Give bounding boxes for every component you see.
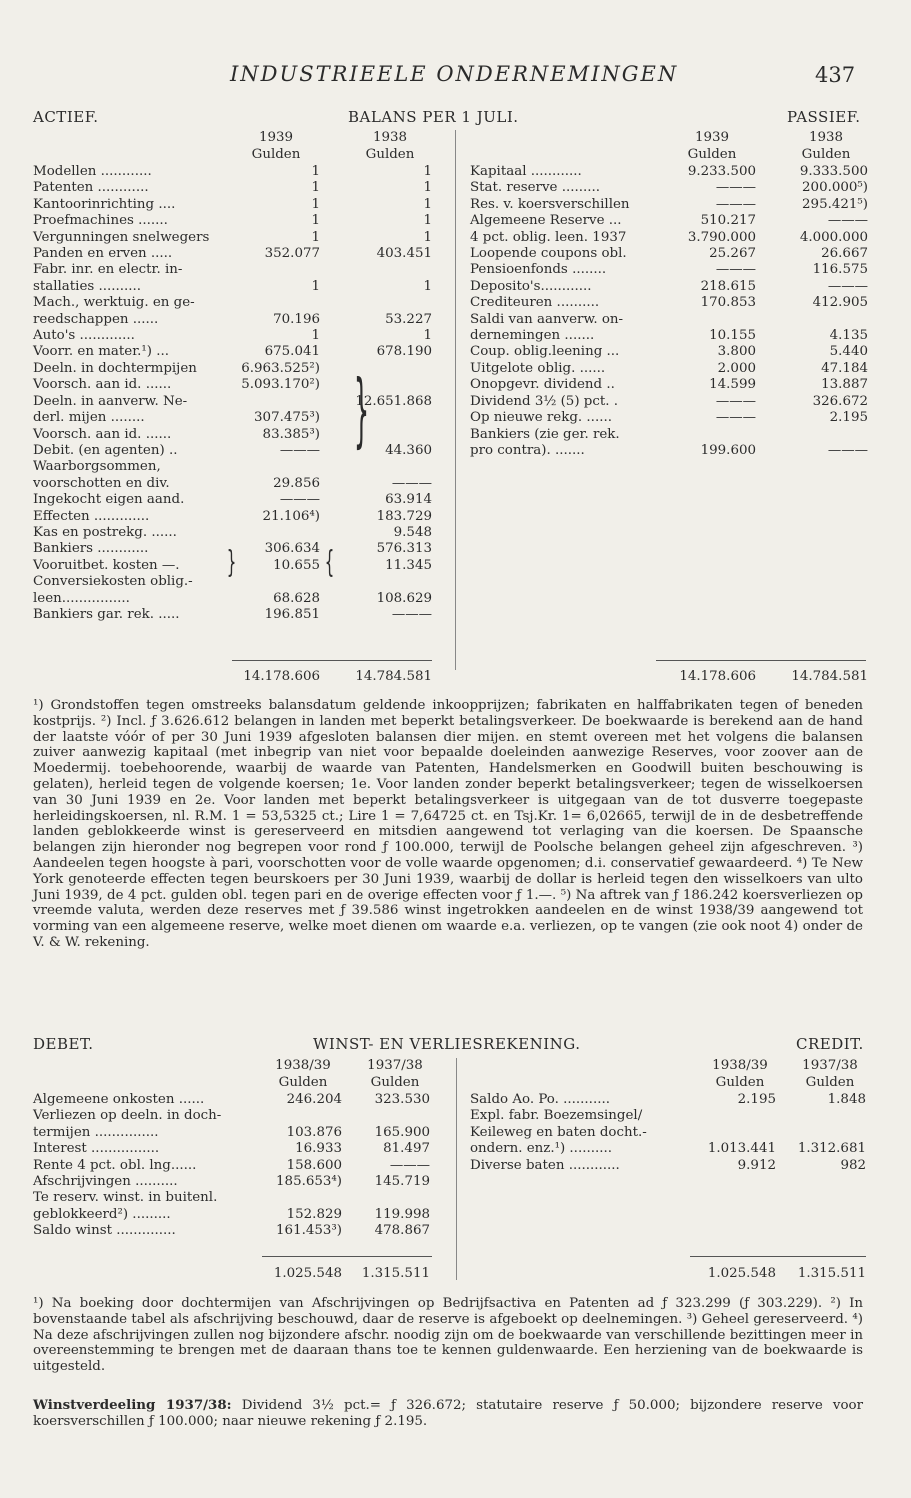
table-row [33,525,432,541]
row-value: 25.267 [709,246,756,262]
row-value: ——— [827,278,868,294]
row-label: Crediteuren .......... [470,295,600,311]
table-row [33,230,432,246]
row-value: 675.041 [264,344,320,360]
table-row [470,230,868,246]
row-value: 152.829 [286,1206,342,1222]
row-value: ——— [715,262,756,278]
row-value: 478.867 [374,1223,430,1239]
row-value: 1 [311,328,320,344]
row-value: 12.651.868 [355,393,432,409]
row-label: reedschappen ...... [33,311,159,327]
table-row [470,1125,866,1141]
table-row [33,427,432,443]
row-value [320,427,432,443]
row-label: Kapitaal ............ [470,164,582,179]
row-label: Panden en erven ..... [33,246,173,262]
row-label: Bankiers gar. rek. ..... [33,606,180,622]
col-year-2: 1938 [372,130,408,145]
row-label: Dividend 3½ (5) pct. . [470,393,619,409]
row-value: ——— [715,180,756,196]
table-row [470,1141,866,1157]
row-value: 10.155 [709,328,756,344]
row-label: Patenten ............ [33,180,149,196]
table-row [470,213,868,229]
row-value [776,1125,866,1141]
row-value: 5.093.170²) [241,377,320,393]
row-label: Loopende coupons obl. [470,246,627,262]
row-label: stallaties .......... [33,278,142,294]
table-row [470,394,868,410]
pl-col-year-1-right: 1938/39 [712,1058,768,1073]
row-value [232,574,320,590]
total-passief-1938: 14.784.581 [791,669,868,684]
total-actief-1939: 14.178.606 [243,669,320,684]
debet-table [33,1092,430,1240]
pl-total-credit-2: 1.315.511 [797,1266,866,1281]
running-title: INDUSTRIEELE ONDERNEMINGEN [230,62,679,86]
col-unit-1-right: Gulden [687,147,737,162]
row-value [320,377,432,393]
table-row [470,246,868,262]
actief-heading: ACTIEF. [33,108,99,126]
row-label: Kantoorinrichting .... [33,196,176,212]
row-label: Ingekocht eigen aand. [33,492,185,508]
row-label: Fabr. inr. en electr. in- [33,262,183,278]
row-value [668,312,756,328]
row-label: Debit. (en agenten) .. [33,442,178,458]
row-label: Bankiers ............ [33,541,149,557]
row-value: ——— [279,492,320,508]
row-value: 116.575 [812,262,868,278]
winstverdeeling-label: Winstverdeeling 1937/38: [33,1397,232,1413]
row-label: Pensioenfonds ........ [470,262,607,278]
pl-total-debet-2: 1.315.511 [361,1266,430,1281]
row-value: 3.800 [717,344,756,360]
table-row [33,443,432,459]
row-value: 119.998 [374,1206,430,1222]
row-value: 1 [423,213,432,229]
row-value: 510.217 [700,213,756,229]
row-value: 326.672 [812,393,868,409]
column-divider [455,130,456,670]
row-value [756,312,868,328]
row-label: Waarborgsommen, [33,459,161,475]
row-value: 185.653⁴) [276,1174,342,1190]
row-value: 307.475³) [254,410,320,426]
row-value: 68.628 [273,590,320,606]
table-row [33,1125,430,1141]
row-value: 1 [311,278,320,294]
row-value: 323.530 [374,1092,430,1107]
row-value: 576.313 [376,541,432,557]
row-value: 1 [311,196,320,212]
table-row [470,279,868,295]
row-label: Keileweg en baten docht.- [470,1124,647,1140]
row-value: 1 [311,229,320,245]
row-value: ——— [391,606,432,622]
table-row [33,1174,430,1190]
pl-col-unit-2: Gulden [370,1075,420,1090]
row-label: Vergunningen snelwegers [33,229,210,245]
row-value: 9.548 [393,524,432,540]
row-label: Rente 4 pct. obl. lng...... [33,1157,197,1173]
row-label: Proefmachines ....... [33,213,168,229]
row-value: 47.184 [821,360,868,376]
row-label: Coup. oblig.leening ... [470,344,620,360]
row-value [232,459,320,475]
row-value: ——— [715,196,756,212]
table-row [470,361,868,377]
row-value: 1 [311,213,320,229]
row-value: 1 [311,180,320,196]
table-row [33,197,432,213]
table-row [470,344,868,360]
total-rule-right [656,660,866,661]
row-value: 1 [311,164,320,179]
row-label: dernemingen ....... [470,328,595,344]
table-row [33,591,432,607]
row-value: 9.233.500 [687,164,756,179]
pl-column-divider [456,1058,457,1280]
table-row [33,361,432,377]
table-row [33,246,432,262]
row-value: 412.905 [812,295,868,311]
table-row [470,377,868,393]
row-value [690,1108,776,1124]
row-value: 295.421⁵) [802,196,868,212]
row-value: 1 [423,164,432,179]
table-row [470,197,868,213]
row-value: 1 [423,229,432,245]
row-value: 1 [423,278,432,294]
table-row [470,312,868,328]
row-label: Mach., werktuig. en ge- [33,295,195,311]
row-value: ——— [827,442,868,458]
row-value [320,459,432,475]
pl-col-unit-1-right: Gulden [715,1075,765,1090]
row-value: 9.333.500 [799,164,868,179]
row-label: Te reserv. winst. in buitenl. [33,1190,218,1206]
row-value: 1 [423,180,432,196]
brace-kas-right: { [324,545,335,580]
row-value [342,1108,430,1124]
row-value: ——— [715,393,756,409]
row-value: 5.440 [829,344,868,360]
row-value: 29.856 [273,475,320,491]
total-passief-1939: 14.178.606 [679,669,756,684]
pl-col-year-2-right: 1937/38 [802,1058,858,1073]
row-label: Voorsch. aan id. ...... [33,377,172,393]
row-value: ——— [827,213,868,229]
table-row [33,328,432,344]
pl-col-unit-2-right: Gulden [805,1075,855,1090]
table-row [33,476,432,492]
row-value: 26.667 [821,246,868,262]
debet-heading: DEBET. [33,1035,94,1053]
row-value [320,361,432,377]
row-label: Onopgevr. dividend .. [470,377,615,393]
row-label: Res. v. koersverschillen [470,196,630,212]
row-value: 196.851 [264,606,320,622]
row-value: 246.204 [286,1092,342,1107]
table-row [33,1108,430,1124]
row-label: 4 pct. oblig. leen. 1937 [470,229,627,245]
pl-total-credit-1: 1.025.548 [707,1266,776,1281]
row-value: 21.106⁴) [262,508,320,524]
row-label: Saldi van aanverw. on- [470,311,624,327]
row-label: Deeln. in dochtermpijen [33,360,197,376]
table-row [33,394,432,410]
pl-total-debet-1: 1.025.548 [273,1266,342,1281]
row-value: 352.077 [264,246,320,262]
row-value: 199.600 [700,442,756,458]
passief-heading: PASSIEF. [787,108,861,126]
table-row [33,312,432,328]
pl-heading: WINST- EN VERLIESREKENING. [313,1035,581,1053]
row-value [342,1190,430,1206]
table-row [33,1223,430,1239]
table-row [470,1092,866,1108]
row-value: 161.453³) [276,1223,342,1239]
row-value: 108.629 [376,590,432,606]
row-label: Bankiers (zie ger. rek. [470,426,620,442]
table-row [33,164,432,180]
brace-deelnemingen: } [353,363,370,456]
row-value: 1 [423,196,432,212]
row-value: 11.345 [385,557,432,573]
row-label: ondern. enz.¹) .......... [470,1141,612,1157]
row-label: Modellen ............ [33,164,152,179]
row-value [232,262,320,278]
table-row [33,459,432,475]
balance-heading: BALANS PER 1 JULI. [348,108,519,126]
row-label: Expl. fabr. Boezemsingel/ [470,1108,643,1124]
table-row [470,262,868,278]
row-label: Algemeene Reserve ... [470,213,622,229]
table-row [33,1207,430,1223]
row-value: 103.876 [286,1124,342,1140]
col-unit-2: Gulden [365,147,415,162]
table-row [33,295,432,311]
row-label: Auto's ............. [33,328,135,344]
row-label: Effecten ............. [33,508,150,524]
row-value: 1 [423,328,432,344]
brace-kas-left: } [226,545,237,580]
table-row [33,344,432,360]
row-value: 44.360 [385,442,432,458]
row-value: 218.615 [700,278,756,294]
row-value [258,1108,342,1124]
winstverdeeling [33,1398,863,1430]
row-label: Diverse baten ............ [470,1157,620,1173]
pl-col-year-1: 1938/39 [275,1058,331,1073]
table-row [470,1158,866,1174]
row-label: Voorr. en mater.¹) ... [33,344,170,360]
table-row [33,262,432,278]
row-label: voorschotten en div. [33,475,170,491]
row-value: 145.719 [374,1174,430,1190]
row-value: 9.912 [737,1157,776,1173]
row-label: Conversiekosten oblig.- [33,574,193,590]
credit-heading: CREDIT. [796,1035,864,1053]
row-value: 165.900 [374,1124,430,1140]
pl-footnotes: ¹) Na boeking door dochtermijen van Afschrijvingen op Bedrijfsactiva en Patenten ad ƒ 323.299 (ƒ 303.229). ²) In bovenstaande tabel als afschrijving beschouwd, daar de reserve is afgeboekt op deelnemingen. ³) Geheel gereserveerd. ⁴) Na deze afschrijvingen zullen nog bijzondere afschr. noodig zijn om de boekwaarde van verschillende bezittingen meer in overeenstemming te brengen met de daaraan thans toe te kennen guldenwaarde. Een herziening van de boekwaarde is uitgesteld. [33,1296,863,1375]
row-value: 982 [840,1157,866,1173]
row-label: Verliezen op deeln. in doch- [33,1108,222,1124]
row-label: Afschrijvingen .......... [33,1174,178,1190]
row-value: 158.600 [286,1157,342,1173]
pl-col-year-2: 1937/38 [367,1058,423,1073]
col-unit-2-right: Gulden [801,147,851,162]
row-label: Uitgelote oblig. ...... [470,360,606,376]
row-value: ——— [279,442,320,458]
row-value: 2.195 [829,410,868,426]
page-number: 437 [815,63,856,87]
row-label: Vooruitbet. kosten —. [33,557,180,573]
row-label: pro contra). ....... [470,442,585,458]
table-row [470,1108,866,1124]
table-row [33,1158,430,1174]
credit-table [470,1092,866,1174]
table-row [33,509,432,525]
row-label: Deeln. in aanverw. Ne- [33,393,188,409]
row-value [232,394,320,410]
row-value: 678.190 [376,344,432,360]
table-row [470,295,868,311]
row-value: 403.451 [376,246,432,262]
table-row [33,1190,430,1206]
row-value [320,574,432,590]
row-value [668,427,756,443]
row-label: leen................ [33,590,130,606]
row-value: 4.000.000 [799,229,868,245]
row-value: 306.634 [264,541,320,557]
table-row [33,410,432,426]
row-label: derl. mijen ........ [33,410,145,426]
row-value [320,410,432,426]
row-label: Op nieuwe rekg. ...... [470,410,612,426]
table-row [470,443,868,459]
passief-table [470,164,868,459]
pl-col-unit-1: Gulden [278,1075,328,1090]
row-value [320,295,432,311]
total-rule-left [232,660,432,661]
row-label: termijen ............... [33,1124,159,1140]
balance-footnotes: ¹) Grondstoffen tegen omstreeks balansdatum geldende inkoopprijzen; fabrikaten en halffabrikaten tegen of beneden kostprijs. ²) Incl. ƒ 3.626.612 belangen in landen met beperkt betalingsverkeer. De boekwaarde is berekend aan de hand der laatste vóór of per 30 Juni 1939 afgesloten balansen dier mijen. en stemt overeen met het volgens die balansen zuiver aanwezig kapitaal (met inbegrip van niet voor bepaalde doeleinden aanwezige Reserves, voor zoover aan de Moedermij. toebehoorende, waarbij de waarde van Patenten, Handelsmerken en Goodwill buiten beschouwing is gelaten), herleid tegen de volgende koersen; 1e. Voor landen zonder beperkt betalingsverkeer; tegen de wisselkoersen van 30 Juni 1939 en 2e. Voor landen met beperkt betalingsverkeer is uitgegaan van de tot dusverre toegepaste herleidingskoersen, nl. R.M. 1 = 53,5325 ct.; Lire 1 = 7,64725 ct. en Tsj.Kr. 1= 6,02665, terwijl de in de desbetreffende landen geblokkeerde winst is gereserveerd en mitsdien aangewend tot verlaging van die koersen. De Spaansche belangen zijn hieronder nog begrepen voor rond ƒ 100.000, terwijl de Poolsche belangen geheel zijn afgeschreven. ³) Aandeelen tegen hoogste à pari, voorschotten voor de volle waarde opgenomen; d.i. conservatief gewaardeerd. ⁴) Te New York genoteerde effecten tegen beurskoers per 30 Juni 1939, waarbij de dollar is herleid tegen den wisselkoers van ulto Juni 1939, de 4 pct. gulden obl. tegen pari en de overige effecten voor ƒ 1.—. ⁵) Na aftrek van ƒ 186.242 koersverliezen op vreemde valuta, werden deze reserves met ƒ 39.586 winst ingetrokken aandeelen en de winst 1938/39 aangewend tot vorming van een algemeene reserve, welke moet dienen om waarde e.a. verliezen, op te vangen (zie ook noot 4) onder de V. & W. rekening. [33,698,863,950]
row-label: Voorsch. aan id. ...... [33,426,172,442]
table-row [33,377,432,393]
row-value: 170.853 [700,295,756,311]
table-row [33,492,432,508]
row-label: Deposito's............ [470,278,592,294]
row-value: 53.227 [385,311,432,327]
table-row [470,328,868,344]
row-value: 1.848 [827,1092,866,1107]
row-value [690,1125,776,1141]
table-row [470,410,868,426]
row-value: 16.933 [295,1141,342,1157]
row-value: 1.013.441 [707,1141,776,1157]
row-value [232,525,320,541]
row-value: 10.655 [273,557,320,573]
row-label: geblokkeerd²) ......... [33,1206,171,1222]
table-row [33,180,432,196]
row-value [320,262,432,278]
table-row [33,1092,430,1108]
row-value: 1.312.681 [797,1141,866,1157]
row-value: 183.729 [376,508,432,524]
col-year-1-right: 1939 [694,130,730,145]
col-year-2-right: 1938 [808,130,844,145]
col-year-1: 1939 [258,130,294,145]
row-value: ——— [391,475,432,491]
row-value [756,427,868,443]
row-value: 14.599 [709,377,756,393]
row-label: Algemeene onkosten ...... [33,1092,205,1107]
row-value: ——— [389,1157,430,1173]
row-value: 83.385³) [262,426,320,442]
row-value: 3.790.000 [687,229,756,245]
row-value: 200.000⁵) [802,180,868,196]
row-value: 2.195 [737,1092,776,1107]
table-row [33,1141,430,1157]
row-value: 70.196 [273,311,320,327]
row-value [232,295,320,311]
row-value: 6.963.525²) [241,360,320,376]
row-label: Saldo Ao. Po. ........... [470,1092,610,1107]
col-unit-1: Gulden [251,147,301,162]
row-value [258,1190,342,1206]
pl-total-rule-left [262,1256,432,1257]
table-row [470,427,868,443]
row-label: Stat. reserve ......... [470,180,601,196]
row-value [776,1108,866,1124]
row-value: 63.914 [385,492,432,508]
row-value: 81.497 [383,1141,430,1157]
table-row [33,213,432,229]
table-row [470,164,868,180]
row-label: Interest ................ [33,1141,160,1157]
row-label: Saldo winst .............. [33,1223,176,1239]
total-actief-1938: 14.784.581 [355,669,432,684]
table-row [33,607,432,623]
row-value: 13.887 [821,377,868,393]
table-row [33,279,432,295]
winstverdeeling-text: Dividend 3½ pct.= ƒ 326.672; statutaire reserve ƒ 50.000; bijzondere reserve voor koersverschillen ƒ 100.000; naar nieuwe rekening ƒ 2.195. [33,1398,863,1429]
row-value: 2.000 [717,360,756,376]
table-row [470,180,868,196]
pl-total-rule-right [690,1256,866,1257]
row-value: 4.135 [829,328,868,344]
row-label: Kas en postrekg. ...... [33,524,177,540]
row-value: ——— [715,410,756,426]
